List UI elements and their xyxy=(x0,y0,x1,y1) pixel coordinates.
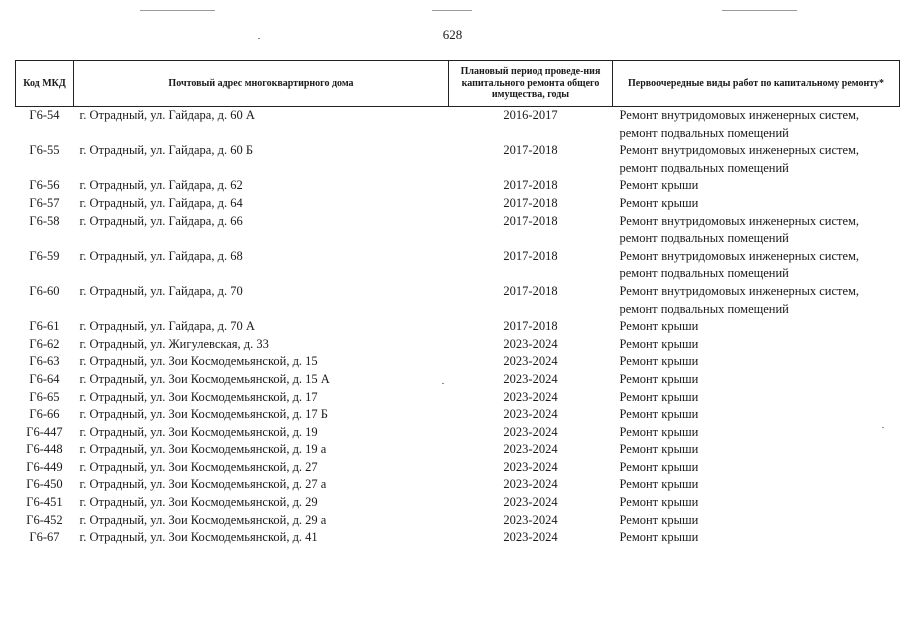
cell-address: г. Отрадный, ул. Зои Космодемьянской, д. 27 а xyxy=(79,477,327,492)
cell-code: Г6-448 xyxy=(26,442,63,457)
cell-address: г. Отрадный, ул. Зои Космодемьянской, д. 27 xyxy=(79,459,318,474)
scan-speck xyxy=(258,38,260,39)
cell-period: 2023-2024 xyxy=(503,459,558,474)
cell-works: Ремонт крыши xyxy=(619,495,699,510)
cell-address: г. Отрадный, ул. Зои Космодемьянской, д. 15 xyxy=(79,354,318,369)
cell-address: г. Отрадный, ул. Гайдара, д. 70 А xyxy=(79,319,255,334)
cell-address: г. Отрадный, ул. Гайдара, д. 60 А xyxy=(79,108,255,122)
table-row xyxy=(16,177,900,195)
cell-code: Г6-64 xyxy=(29,371,60,386)
page-number: 628 xyxy=(442,27,463,42)
cell-address: г. Отрадный, ул. Зои Космодемьянской, д. 29 а xyxy=(79,512,327,527)
cell-works: Ремонт крыши xyxy=(619,195,699,210)
table-row xyxy=(16,424,900,442)
cell-period: 2023-2024 xyxy=(503,442,558,457)
cell-period: 2023-2024 xyxy=(503,424,558,439)
table-row xyxy=(16,494,900,512)
cell-period: 2017-2018 xyxy=(503,143,558,158)
table-row xyxy=(16,283,900,318)
cell-address: г. Отрадный, ул. Зои Космодемьянской, д. 17 Б xyxy=(79,407,328,422)
table-row xyxy=(16,441,900,459)
table-row xyxy=(16,107,900,143)
table-row xyxy=(16,406,900,424)
header-works: Первоочередные виды работ по капитальному ремонту* xyxy=(613,61,900,107)
table-body xyxy=(16,107,900,547)
cell-address: г. Отрадный, ул. Жигулевская, д. 33 xyxy=(79,336,269,351)
cell-works: Ремонт крыши xyxy=(619,336,699,351)
cell-works: Ремонт внутридомовых инженерных систем, ремонт подвальных помещений xyxy=(619,108,860,140)
cell-address: г. Отрадный, ул. Зои Космодемьянской, д. 15 А xyxy=(79,371,330,386)
table-row xyxy=(16,336,900,354)
cell-address: г. Отрадный, ул. Гайдара, д. 60 Б xyxy=(79,143,254,158)
cell-code: Г6-60 xyxy=(29,283,60,298)
table-row xyxy=(16,213,900,248)
cell-address: г. Отрадный, ул. Зои Космодемьянской, д. 41 xyxy=(79,530,318,545)
cell-address: г. Отрадный, ул. Гайдара, д. 70 xyxy=(79,283,243,298)
scan-speck xyxy=(442,383,444,384)
cell-works: Ремонт крыши xyxy=(619,530,699,545)
cell-code: Г6-62 xyxy=(29,336,60,351)
cell-period: 2017-2018 xyxy=(503,213,558,228)
cell-address: г. Отрадный, ул. Гайдара, д. 62 xyxy=(79,178,243,193)
cell-works: Ремонт крыши xyxy=(619,459,699,474)
cell-code: Г6-55 xyxy=(29,143,60,158)
housing-registry-table xyxy=(15,60,900,547)
cell-works: Ремонт внутридомовых инженерных систем, ремонт подвальных помещений xyxy=(619,283,860,316)
cell-period: 2017-2018 xyxy=(503,319,558,334)
table-row xyxy=(16,459,900,477)
cell-works: Ремонт внутридомовых инженерных систем, ремонт подвальных помещений xyxy=(619,213,860,246)
cell-works: Ремонт крыши xyxy=(619,178,699,193)
cell-works: Ремонт внутридомовых инженерных систем, ремонт подвальных помещений xyxy=(619,143,860,175)
table-row xyxy=(16,142,900,177)
cell-code: Г6-59 xyxy=(29,248,60,263)
cell-period: 2023-2024 xyxy=(503,530,558,545)
cell-code: Г6-63 xyxy=(29,354,60,369)
cell-code: Г6-67 xyxy=(29,530,60,545)
cell-works: Ремонт внутридомовых инженерных систем, ремонт подвальных помещений xyxy=(619,248,860,281)
cell-period: 2023-2024 xyxy=(503,495,558,510)
cell-code: Г6-449 xyxy=(26,459,63,474)
scan-speck xyxy=(882,427,884,428)
cell-code: Г6-451 xyxy=(26,495,63,510)
scan-line xyxy=(722,10,797,11)
table-header xyxy=(16,61,900,107)
cell-address: г. Отрадный, ул. Зои Космодемьянской, д. 19 xyxy=(79,424,318,439)
cell-period: 2017-2018 xyxy=(503,283,558,298)
header-row xyxy=(16,61,900,107)
cell-code: Г6-61 xyxy=(29,319,60,334)
cell-code: Г6-447 xyxy=(26,424,63,439)
cell-period: 2023-2024 xyxy=(503,389,558,404)
cell-code: Г6-66 xyxy=(29,407,60,422)
cell-period: 2023-2024 xyxy=(503,512,558,527)
cell-address: г. Отрадный, ул. Зои Космодемьянской, д. 19 а xyxy=(79,442,327,457)
header-period: Плановый период проведе-ния капитального ремонта общего имущества, годы xyxy=(449,61,613,107)
table-row xyxy=(16,371,900,389)
scan-line xyxy=(140,10,215,11)
cell-works: Ремонт крыши xyxy=(619,424,699,439)
table-row xyxy=(16,476,900,494)
cell-works: Ремонт крыши xyxy=(619,319,699,334)
cell-code: Г6-452 xyxy=(26,512,63,527)
cell-code: Г6-450 xyxy=(26,477,63,492)
cell-code: Г6-65 xyxy=(29,389,60,404)
header-code: Код МКД xyxy=(16,61,74,107)
cell-works: Ремонт крыши xyxy=(619,389,699,404)
scan-line xyxy=(432,10,472,11)
cell-code: Г6-57 xyxy=(29,195,60,210)
cell-works: Ремонт крыши xyxy=(619,512,699,527)
cell-works: Ремонт крыши xyxy=(619,407,699,422)
cell-period: 2023-2024 xyxy=(503,354,558,369)
cell-works: Ремонт крыши xyxy=(619,442,699,457)
table-row xyxy=(16,529,900,547)
cell-period: 2017-2018 xyxy=(503,248,558,263)
cell-address: г. Отрадный, ул. Гайдара, д. 64 xyxy=(79,195,243,210)
cell-period: 2017-2018 xyxy=(503,195,558,210)
cell-period: 2023-2024 xyxy=(503,407,558,422)
cell-address: г. Отрадный, ул. Зои Космодемьянской, д. 29 xyxy=(79,495,318,510)
cell-works: Ремонт крыши xyxy=(619,477,699,492)
cell-code: Г6-58 xyxy=(29,213,60,228)
table-row xyxy=(16,318,900,336)
scan-artifacts xyxy=(0,10,905,14)
cell-code: Г6-54 xyxy=(29,108,60,122)
cell-period: 2023-2024 xyxy=(503,336,558,351)
cell-period: 2023-2024 xyxy=(503,371,558,386)
cell-period: 2023-2024 xyxy=(503,477,558,492)
cell-address: г. Отрадный, ул. Гайдара, д. 68 xyxy=(79,248,243,263)
cell-period: 2017-2018 xyxy=(503,178,558,193)
cell-works: Ремонт крыши xyxy=(619,371,699,386)
table-row xyxy=(16,353,900,371)
table-row xyxy=(16,389,900,407)
cell-code: Г6-56 xyxy=(29,178,60,193)
cell-works: Ремонт крыши xyxy=(619,354,699,369)
cell-address: г. Отрадный, ул. Гайдара, д. 66 xyxy=(79,213,243,228)
cell-address: г. Отрадный, ул. Зои Космодемьянской, д. 17 xyxy=(79,389,318,404)
cell-period: 2016-2017 xyxy=(503,108,558,122)
header-address: Почтовый адрес многоквартирного дома xyxy=(74,61,449,107)
table-row xyxy=(16,512,900,530)
table-row xyxy=(16,248,900,283)
table-row xyxy=(16,195,900,213)
